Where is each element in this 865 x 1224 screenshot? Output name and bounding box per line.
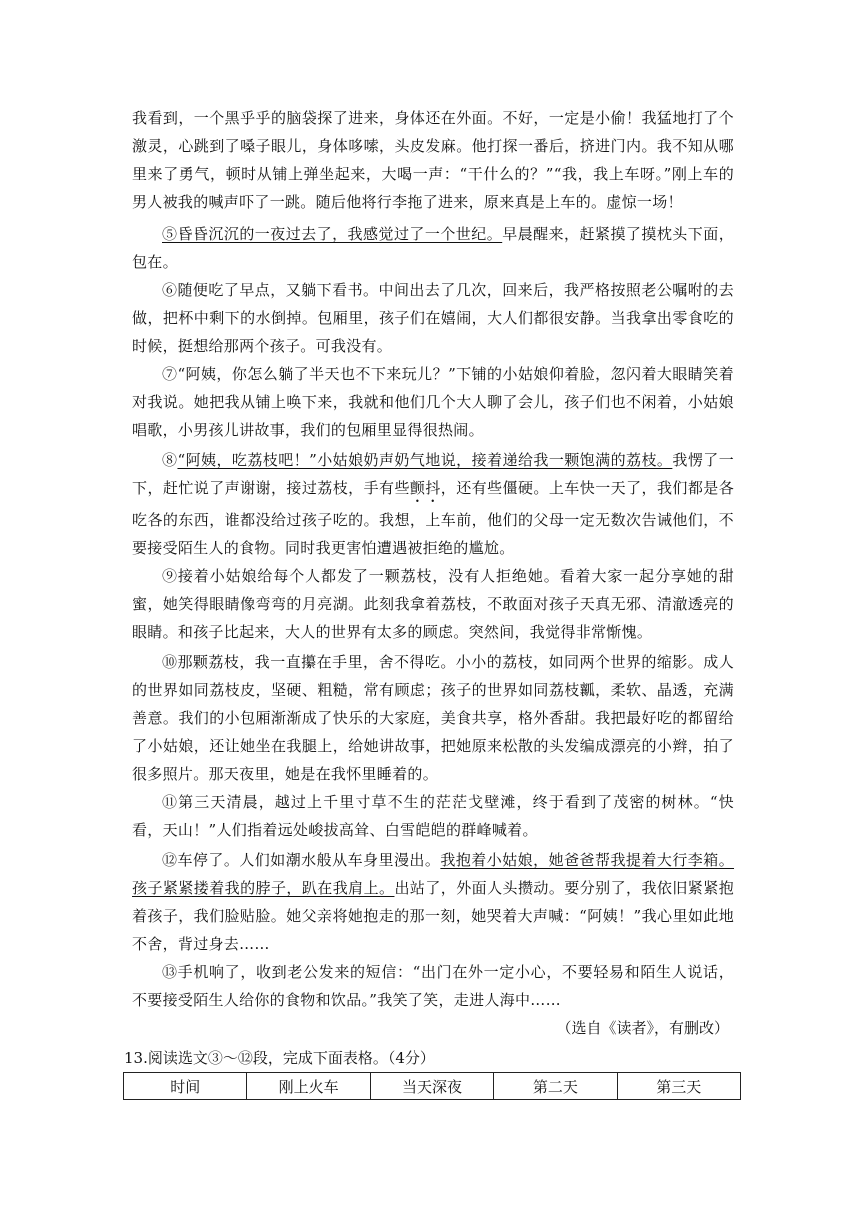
paragraph-8-text-b: ，还有些僵硬。上车快一天了，我们都是各吃各的东西，谁都没给过孩子吃的。我想，上车前，他们的父母一定无数次告诫他们，不要接受陌生人的食物。同时我更害怕遭遇被拒绝的尴尬。 — [132, 479, 735, 557]
paragraph-13-text: ⑬手机响了，收到老公发来的短信：“出门在外一定小心，不要轻易和陌生人说话，不要接受陌生人给你的食物和饮品。”我笑了笑，走进人海中…… — [132, 963, 734, 1009]
underlined-sentence: 我抱着小姑娘，她爸爸帮我提着大行李箱。孩子紧紧搂着我的脖子，趴在我肩上。 — [132, 851, 735, 897]
underlined-sentence: “阿姨，吃荔枝吧！”小姑娘奶声奶气地说，接着递给我一颗饱满的荔枝。 — [177, 451, 673, 469]
table-header-cell: 第二天 — [494, 1073, 617, 1100]
paragraph-12-text-a: ⑫车停了。人们如潮水般从车身里漫出。 — [162, 851, 441, 869]
paragraph-13 — [132, 958, 734, 1014]
paragraph-8-text-a: 我愣了一下，赶忙说了声谢谢，接过荔枝，手有些 — [132, 451, 734, 497]
paragraph-8 — [132, 446, 734, 562]
paragraph-7 — [132, 360, 734, 444]
table-header-cell: 时间 — [124, 1073, 247, 1100]
paragraph-9-text: ⑨接着小姑娘给每个人都发了一颗荔枝，没有人拒绝她。看着大家一起分享她的甜蜜，她笑得眼睛像弯弯的月亮湖。此刻我拿着荔枝，不敢面对孩子天真无邪、清澈透亮的眼睛。和孩子比起来，大人的世界有太多的顾虑。突然间，我觉得非常惭愧。 — [132, 567, 734, 641]
paragraph-10 — [132, 648, 734, 788]
paragraph-5-rest: 早晨醒来，赶紧摸了摸枕头下面，包在。 — [132, 225, 734, 271]
paragraph-7-text: ⑦“阿姨，你怎么躺了半天也不下来玩儿？”下铺的小姑娘仰着脸，忽闪着大眼睛笑着对我说。她把我从铺上唤下来，我就和他们几个大人聊了会儿，孩子们也不闲着，小姑娘唱歌，小男孩儿讲故事，我们的包厢里显得很热闹。 — [132, 365, 734, 439]
source-note: （选自《读者》，有删改） — [556, 1019, 729, 1037]
table-header-cell: 当天深夜 — [370, 1073, 493, 1100]
paragraph-intro — [132, 104, 734, 216]
paragraph-6-text: ⑥随便吃了早点，又躺下看书。中间出去了几次，回来后，我严格按照老公嘱咐的去做，把杯中剩下的水倒掉。包厢里，孩子们在嬉闹，大人们都很安静。当我拿出零食吃的时候，挺想给那两个孩子。可我没有。 — [132, 281, 734, 355]
table-header-cell: 第三天 — [617, 1073, 740, 1100]
question-13: 13.阅读选文③～⑫段，完成下面表格。（4分） — [124, 1049, 435, 1067]
paragraph-intro-text: 我看到，一个黑乎乎的脑袋探了进来，身体还在外面。不好，一定是小偷！我猛地打了个激灵，心跳到了嗓子眼儿，身体哆嗦，头皮发麻。他打探一番后，挤进门内。我不知从哪里来了勇气，顿时从铺上弹坐起来，大喝一声：“干什么的？”“我，我上车呀。”刚上车的男人被我的喊声吓了一跳。随后他将行李拖了进来，原来真是上车的。虚惊一场！ — [132, 109, 734, 211]
paragraph-12 — [132, 846, 734, 958]
paragraph-8-number: ⑧ — [162, 451, 178, 469]
paragraph-5 — [132, 220, 734, 276]
table-row — [124, 1073, 741, 1100]
paragraph-12-text-b: 出站了，外面人头攒动。要分别了，我依旧紧紧抱着孩子，我们脸贴脸。她父亲将她抱走的那一刻，她哭着大声喊：“阿姨！”我心里如此地不舍，背过身去…… — [132, 879, 734, 953]
answer-table — [123, 1072, 741, 1100]
emphasized-word: 颤抖 — [409, 479, 441, 497]
underlined-sentence: ⑤昏昏沉沉的一夜过去了，我感觉过了一个世纪。 — [162, 225, 503, 243]
paragraph-10-text: ⑩那颗荔枝，我一直攥在手里，舍不得吃。小小的荔枝，如同两个世界的缩影。成人的世界如同荔枝皮，坚硬、粗糙，常有顾虑；孩子的世界如同荔枝瓤，柔软、晶透，充满善意。我们的小包厢渐渐成了快乐的大家庭，美食共享，格外香甜。我把最好吃的都留给了小姑娘，还让她坐在我腿上，给她讲故事，把她原来松散的头发编成漂亮的小辫，拍了很多照片。那天夜里，她是在我怀里睡着的。 — [132, 653, 734, 783]
paragraph-6 — [132, 276, 734, 360]
paragraph-11-text: ⑪第三天清晨，越过上千里寸草不生的茫茫戈壁滩，终于看到了茂密的树林。“快看，天山！”人们指着远处峻拔高耸、白雪皑皑的群峰喊着。 — [132, 793, 734, 839]
paragraph-11 — [132, 788, 734, 844]
paragraph-9 — [132, 562, 734, 646]
table-header-cell: 刚上火车 — [247, 1073, 370, 1100]
